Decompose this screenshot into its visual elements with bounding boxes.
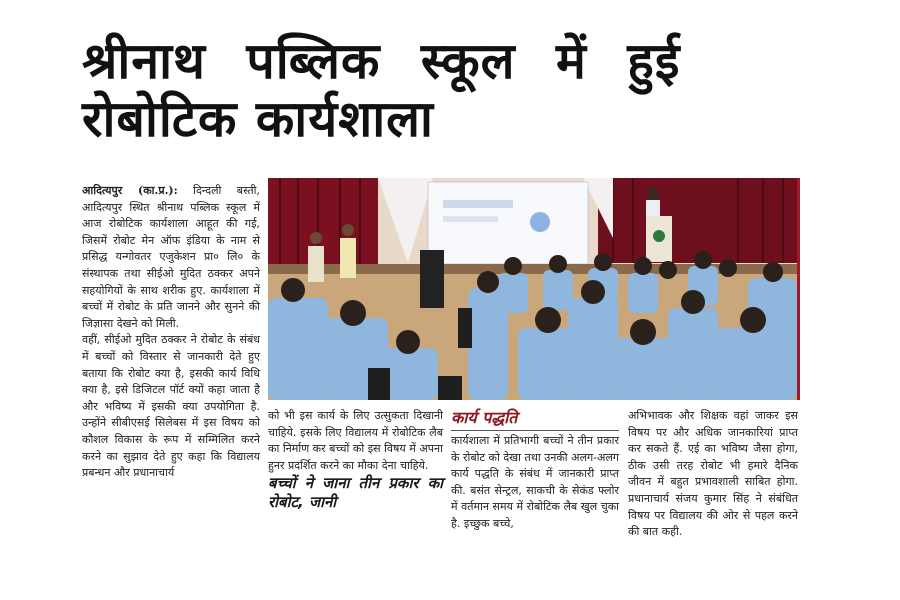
- headline-line-2: रोबोटिक कार्यशाला: [82, 90, 435, 148]
- headline-line-1: श्रीनाथ पब्लिक स्कूल में हुई: [82, 32, 681, 90]
- paragraph: [82, 183, 260, 332]
- dateline: आदित्यपुर (का.प्र.):: [82, 184, 178, 197]
- subheading: बच्चों ने जाना तीन प्रकार का रोबोट, जानी: [268, 474, 443, 512]
- article-column-1: [82, 183, 260, 482]
- column-4-text: अभिभावक और शिक्षक वहां जाकर इस विषय पर और अधिक जानकारियां प्राप्त कर सकते हैं. एई का भविष्य जैसा होगा, ठीक उसी तरह रोबोट भी हमारे दैनिक जीवन में बहुत प्रभावशाली साबित होगा. प्रधानाचार्य संजय कुमार सिंह ने संबंधित विषय पर विद्यालय की ओर से पहल करने की बात कही.: [628, 409, 798, 539]
- column-2-text: को भी इस कार्य के लिए उत्सुकता दिखानी चाहिये. इसके लिए विद्यालय में रोबोटिक लैब का निर्माण कर बच्चों को इस विषय में अपना हुनर प्रदर्शित करने का मौका देना चाहिये.: [268, 409, 443, 472]
- projector-screen: [428, 182, 588, 264]
- headline: [82, 32, 822, 148]
- paragraph-1-text: दिन्दली बस्ती, आदित्यपुर स्थित श्रीनाथ पब्लिक स्कूल में आज रोबोटिक कार्यशाला आहूत की गई, जिसमें रोबोट मेन ऑफ इंडिया के नाम से प्रसिद्ध यन्गोवतर एजुकेशन प्रा० लि० के संस्थापक तथा सीईओ मुदित ठक्कर अपने सहयोगियों के साथ शरीक हुए. कार्यशाला में बच्चों में रोबोट के प्रति जानने और सुनने की जिज्ञासा देखने को मिली.: [82, 184, 260, 330]
- article-column-2: [268, 408, 443, 512]
- workshop-photo: [268, 178, 800, 400]
- section-heading: कार्य पद्धति: [451, 408, 619, 431]
- speaker: [420, 250, 444, 308]
- classroom-illustration: [268, 178, 797, 400]
- right-curtain: [598, 178, 797, 263]
- paragraph-2-text: वहीं, सीईओ मुदित ठक्कर ने रोबोट के संबंध में बच्चों को विस्तार से जानकारी देते हुए बताया कि रोबोट क्या है, इसकी कार्य विधि क्या है, इसे डिजिटल पॉर्ट क्यों कहा जाता है और भविष्य में इसकी क्या उपयोगिता है. उन्होंने सीबीएसई सिलेबस में इस विषय को कौशल विकास के रूप में सम्मिलित करने करने का सुझाव देते हुए कहा कि विद्यालय प्रबन्धन और प्रधानाचार्य: [82, 333, 260, 480]
- article-column-3: [451, 433, 619, 533]
- column-3-text: कार्यशाला में प्रतिभागी बच्चों ने तीन प्रकार के रोबोट को देखा तथा उनकी अलग-अलग कार्य पद्धति के संबंध में जानकारी प्राप्त की. बसंत सेन्ट्रल, साकची के सेकंड फ्लोर में वर्तमान समय में रोबोटिक लैब खुल चुका है. इच्छुक बच्चे,: [451, 434, 619, 530]
- article-column-4: [628, 408, 798, 541]
